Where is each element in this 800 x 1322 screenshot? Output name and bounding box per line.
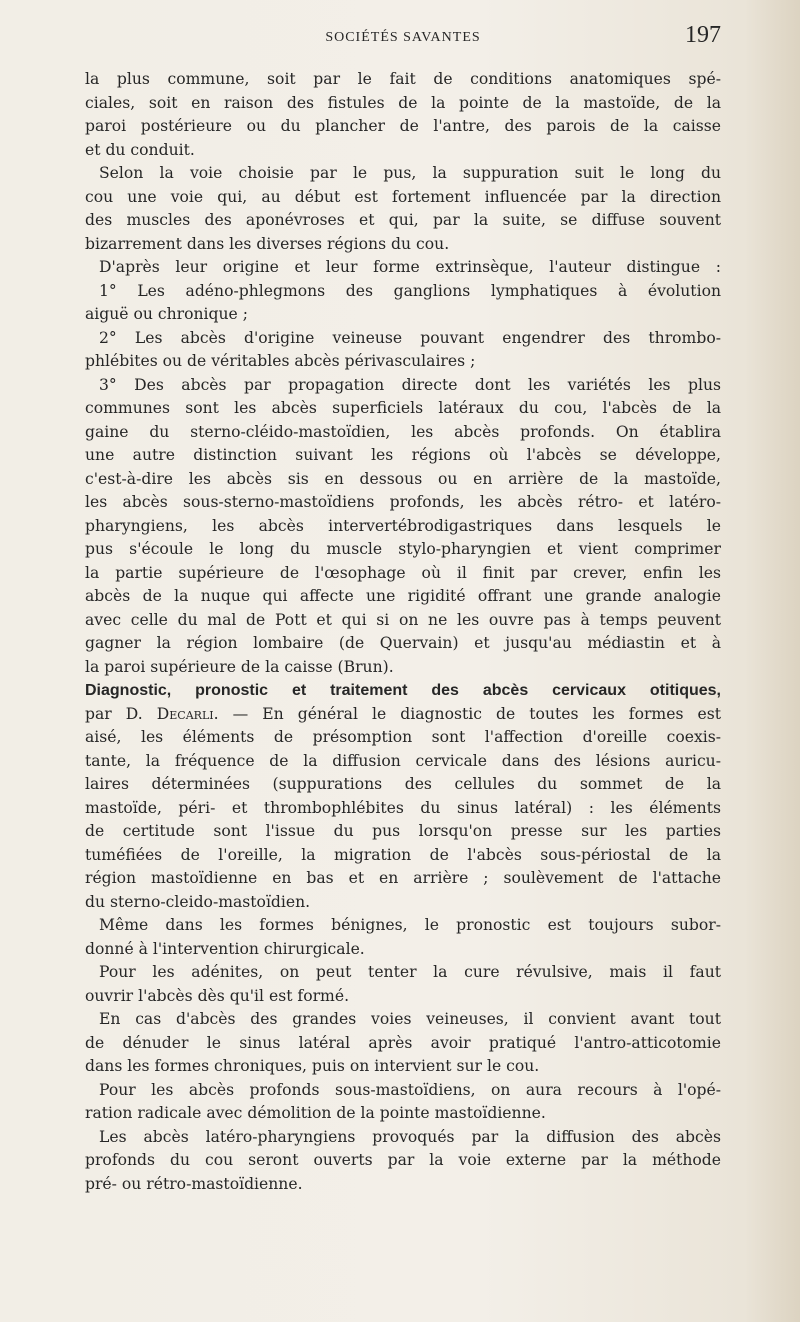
text-line: laires déterminées (suppurations des cellules du sommet de la [85, 775, 721, 793]
text-line: Pour les abcès profonds sous-mastoïdiens, on aura recours à l'opé- [99, 1080, 721, 1099]
text-line: c'est-à-dire les abcès sis en dessous ou en arrière de la mastoïde, [85, 469, 721, 488]
text-line: D'après leur origine et leur forme extrinsèque, l'auteur distingue : [99, 258, 721, 276]
text-line: bizarrement dans les diverses régions du cou. [85, 234, 450, 253]
text-line: du sterno-cleido-mastoïdien. [85, 892, 311, 911]
text-line: et du conduit. [85, 140, 195, 159]
text-line: donné à l'intervention chirurgicale. [85, 939, 365, 958]
page-header [85, 22, 721, 54]
author-prefix: par D. [85, 704, 143, 723]
text-line: tuméfiées de l'oreille, la migration de l'abcès sous-périostal de la [85, 845, 721, 864]
text-line: la partie supérieure de l'œsophage où il finit par crever, enfin les [85, 563, 721, 582]
text-line: Pour les adénites, on peut tenter la cure révulsive, mais il faut [99, 963, 721, 981]
section-first-line [85, 703, 721, 727]
text-line: Selon la voie choisie par le pus, la suppuration suit le long du [99, 164, 721, 182]
body-text [85, 68, 721, 1196]
text-line: région mastoïdienne en bas et en arrière ; soulèvement de l'attache [85, 869, 721, 887]
text-line: aiguë ou chronique ; [85, 305, 248, 323]
text-line: paroi postérieure ou du plancher de l'antre, des parois de la caisse [85, 117, 721, 135]
text-line: ciales, soit en raison des fistules de la pointe de la mastoïde, de la [85, 93, 721, 112]
text-line: cou une voie qui, au début est fortement influencée par la direction [85, 187, 721, 206]
text-line: profonds du cou seront ouverts par la voie externe par la méthode [85, 1151, 721, 1169]
text-line: une autre distinction suivant les régions où l'abcès se développe, [85, 446, 721, 464]
text-line: pré- ou rétro-mastoïdienne. [85, 1174, 303, 1193]
text-line: 2° Les abcès d'origine veineuse pouvant engendrer des thrombo- [99, 328, 721, 347]
text-line: 3° Des abcès par propagation directe dont les variétés les plus [99, 375, 721, 394]
text-line: dans les formes chroniques, puis on intervient sur le cou. [85, 1057, 540, 1075]
text-line: 1° Les adéno-phlegmons des ganglions lymphatiques à évolution [99, 281, 721, 300]
text-line: phlébites ou de véritables abcès périvasculaires ; [85, 352, 476, 370]
author-name: Decarli [156, 704, 214, 723]
text-line: aisé, les éléments de présomption sont l'affection d'oreille coexis- [85, 728, 721, 746]
text-line: mastoïde, péri- et thrombophlébites du sinus latéral) : les éléments [85, 798, 721, 817]
text-line: de dénuder le sinus latéral après avoir pratiqué l'antro-atticotomie [85, 1033, 721, 1052]
text-line: Même dans les formes bénignes, le pronostic est toujours subor- [99, 916, 721, 934]
text-line: Les abcès latéro-pharyngiens provoqués par la diffusion des abcès [99, 1127, 721, 1146]
text-line: communes sont les abcès superficiels latéraux du cou, l'abcès de la [85, 399, 721, 417]
text-line: En cas d'abcès des grandes voies veineuses, il convient avant tout [99, 1010, 721, 1028]
text-line: avec celle du mal de Pott et qui si on ne les ouvre pas à temps peuvent [85, 610, 721, 629]
first-line-rest: . — En général le diagnostic de toutes les formes est [213, 704, 721, 723]
text-line: les abcès sous-sterno-mastoïdiens profonds, les abcès rétro- et latéro- [85, 493, 721, 511]
running-head: SOCIÉTÉS SAVANTES [325, 30, 481, 45]
text-line: tante, la fréquence de la diffusion cervicale dans des lésions auricu- [85, 751, 721, 770]
text-line: pharyngiens, les abcès intervertébrodigastriques dans lesquels le [85, 516, 721, 535]
text-line: pus s'écoule le long du muscle stylo-pharyngien et vient comprimer [85, 540, 721, 558]
text-line: ouvrir l'abcès dès qu'il est formé. [85, 986, 350, 1005]
text-line: la paroi supérieure de la caisse (Brun). [85, 657, 394, 676]
text-line: la plus commune, soit par le fait de conditions anatomiques spé- [85, 70, 721, 88]
text-line: gagner la région lombaire (de Quervain) et jusqu'au médiastin et à [85, 634, 721, 652]
page-number: 197 [685, 22, 721, 48]
text-line: gaine du sterno-cléido-mastoïdien, les abcès profonds. On établira [85, 422, 721, 441]
text-line: des muscles des aponévroses et qui, par la suite, se diffuse souvent [85, 211, 721, 229]
text-line: abcès de la nuque qui affecte une rigidité offrant une grande analogie [85, 587, 721, 605]
section-heading: Diagnostic, pronostic et traitement des abcès cervicaux otitiques, [85, 682, 721, 699]
text-line: de certitude sont l'issue du pus lorsqu'on presse sur les parties [85, 822, 721, 840]
text-line: ration radicale avec démolition de la pointe mastoïdienne. [85, 1104, 546, 1122]
